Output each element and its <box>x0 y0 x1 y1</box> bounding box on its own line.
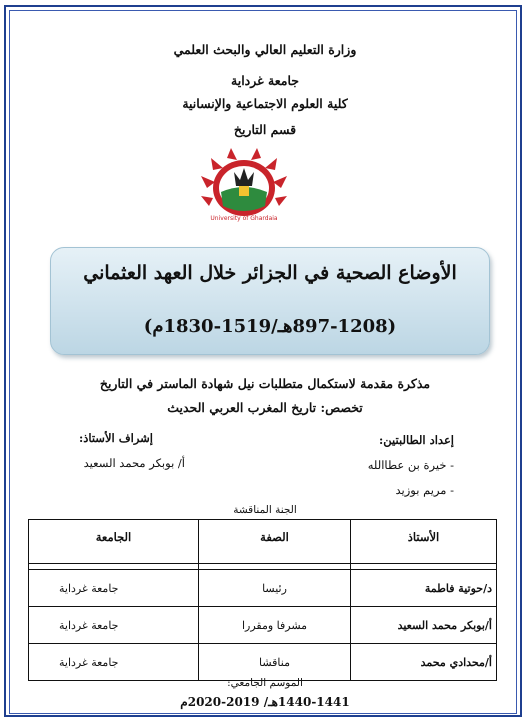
students-label: إعداد الطالبتين: <box>379 433 454 447</box>
university-cell: جامعة غرداية <box>29 570 199 607</box>
supervisor-label: إشراف الأستاذ: <box>78 431 153 445</box>
role-cell: مناقشا <box>199 644 351 681</box>
committee-table <box>28 519 497 681</box>
table-row <box>29 570 497 607</box>
table-row <box>29 644 497 681</box>
supervisor-name: أ/ بوبكر محمد السعيد <box>83 456 185 470</box>
professor-cell: أ/محدادي محمد <box>351 644 497 681</box>
header-role: الصفة <box>199 520 351 564</box>
ministry-name: وزارة التعليم العالي والبحث العلمي <box>173 42 357 57</box>
student-name-2: - مريم بوزيد <box>395 483 454 497</box>
university-cell: جامعة غرداية <box>29 607 199 644</box>
role-cell: مشرفا ومقررا <box>199 607 351 644</box>
logo-book <box>239 186 249 196</box>
thesis-title: الأوضاع الصحية في الجزائر خلال العهد العثماني <box>83 262 457 284</box>
role-cell: رئيسا <box>199 570 351 607</box>
committee-label: الجنة المناقشة <box>233 504 297 516</box>
student-name-1: - خيرة بن عطاالله <box>367 458 454 472</box>
faculty-name: كلية العلوم الاجتماعية والإنسانية <box>182 96 348 111</box>
thesis-dates: (897-1208هـ/1519-1830م) <box>143 316 397 337</box>
university-name: جامعة غرداية <box>231 73 299 88</box>
header-university: الجامعة <box>29 520 199 564</box>
memo-purpose: مذكرة مقدمة لاستكمال متطلبات نيل شهادة الماستر في التاريخ <box>99 376 431 391</box>
university-cell: جامعة غرداية <box>29 644 199 681</box>
season-value: 1440-1441هـ/ 2019-2020م <box>180 695 350 709</box>
memo-specialty: تخصص: تاريخ المغرب العربي الحديث <box>167 400 363 415</box>
table-row <box>29 607 497 644</box>
logo-caption: University of Ghardaia <box>210 215 278 222</box>
professor-cell: أ/بوبكر محمد السعيد <box>351 607 497 644</box>
committee-header-row <box>29 520 497 564</box>
season-label: الموسم الجامعي: <box>227 677 303 689</box>
university-logo <box>199 146 289 222</box>
department-name: قسم التاريخ <box>233 122 297 137</box>
header-professor: الأستاذ <box>351 520 497 564</box>
professor-cell: د/حوتية فاطمة <box>351 570 497 607</box>
